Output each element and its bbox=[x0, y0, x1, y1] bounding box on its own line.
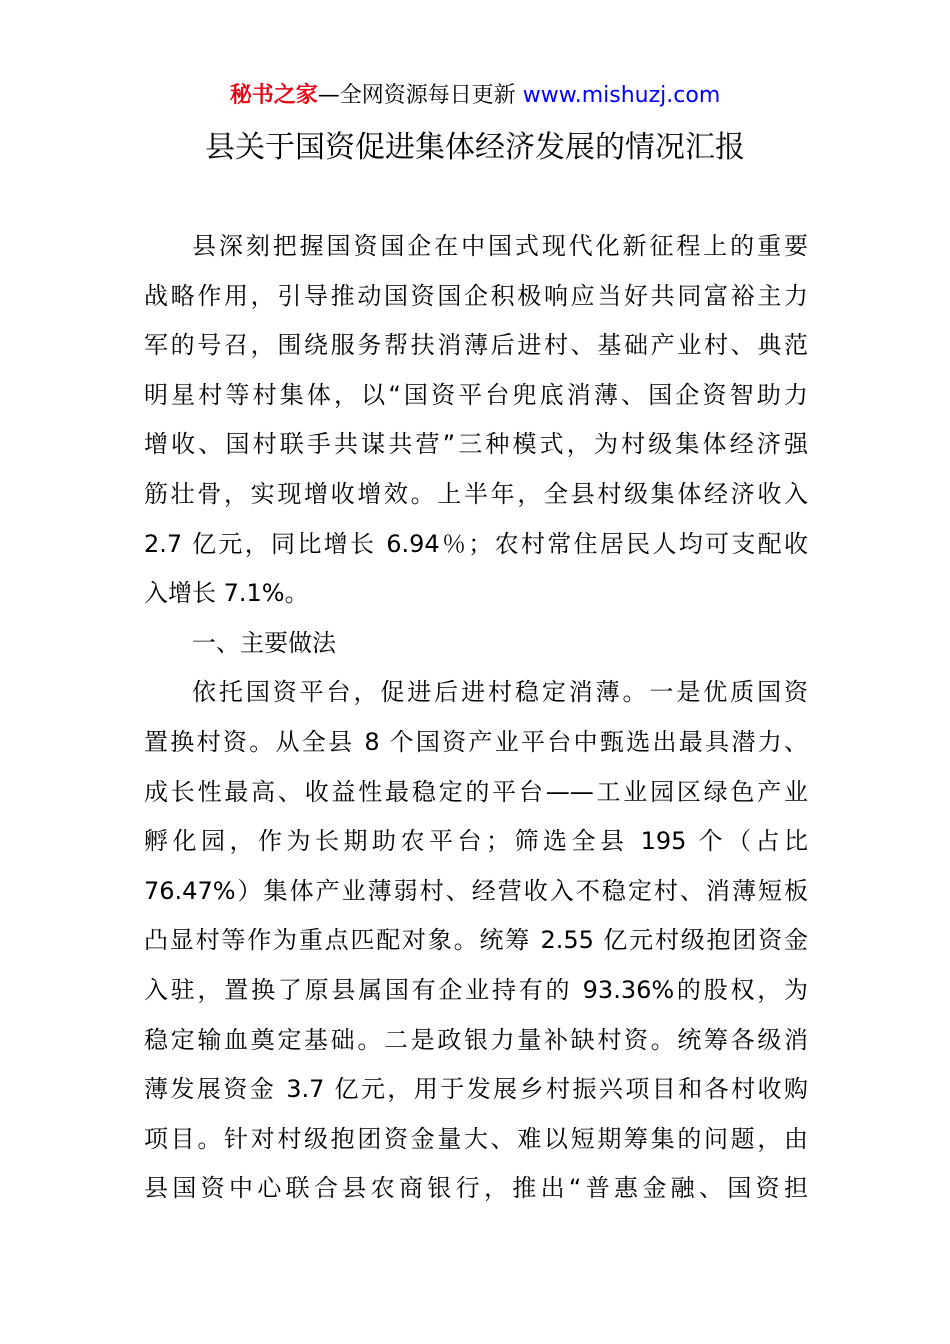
section-heading: 一、主要做法 bbox=[192, 628, 336, 657]
paragraph-line: 2.7 亿元，同比增长 6.94％；农村常住居民人均可支配收 bbox=[144, 529, 808, 558]
paragraph-line: 战略作用，引导推动国资国企积极响应当好共同富裕主力 bbox=[144, 281, 808, 310]
paragraph-line: 凸显村等作为重点匹配对象。统筹 2.55 亿元村级抱团资金 bbox=[144, 926, 808, 955]
paragraph-line: 增收、国村联手共谋共营”三种模式，为村级集体经济强 bbox=[144, 430, 808, 459]
paragraph-line: 依托国资平台，促进后进村稳定消薄。一是优质国资 bbox=[192, 678, 808, 707]
paragraph-line: 成长性最高、收益性最稳定的平台——工业园区绿色产业 bbox=[144, 777, 808, 806]
paragraph-line: 薄发展资金 3.7 亿元，用于发展乡村振兴项目和各村收购 bbox=[144, 1075, 808, 1104]
brand-name: 秘书之家 bbox=[229, 83, 318, 108]
paragraph-line: 明星村等村集体，以“国资平台兜底消薄、国企资智助力 bbox=[144, 380, 808, 409]
site-header bbox=[0, 82, 950, 110]
paragraph-line: 入增长 7.1%。 bbox=[144, 579, 309, 608]
paragraph-line: 稳定输血奠定基础。二是政银力量补缺村资。统筹各级消 bbox=[144, 1025, 808, 1054]
paragraph-line: 孵化园，作为长期助农平台；筛选全县 195 个（占比 bbox=[144, 827, 808, 856]
site-tagline: —全网资源每日更新 bbox=[317, 83, 523, 108]
paragraph-line: 筋壮骨，实现增收增效。上半年，全县村级集体经济收入 bbox=[144, 479, 808, 508]
paragraph-line: 76.47%）集体产业薄弱村、经营收入不稳定村、消薄短板 bbox=[144, 876, 808, 905]
site-url-link[interactable]: www.mishuzj.com bbox=[522, 83, 721, 108]
paragraph-line: 县国资中心联合县农商银行，推出“普惠金融、国资担 bbox=[144, 1174, 808, 1203]
document-title: 县关于国资促进集体经济发展的情况汇报 bbox=[205, 130, 745, 165]
paragraph-line: 军的号召，围绕服务帮扶消薄后进村、基础产业村、典范 bbox=[144, 331, 808, 360]
paragraph-line: 项目。针对村级抱团资金量大、难以短期筹集的问题，由 bbox=[144, 1124, 808, 1153]
paragraph-line: 入驻，置换了原县属国有企业持有的 93.36%的股权，为 bbox=[144, 975, 808, 1004]
paragraph-line: 置换村资。从全县 8 个国资产业平台中甄选出最具潜力、 bbox=[144, 727, 808, 756]
document-body bbox=[144, 222, 808, 1214]
paragraph-line: 县深刻把握国资国企在中国式现代化新征程上的重要 bbox=[192, 232, 808, 260]
